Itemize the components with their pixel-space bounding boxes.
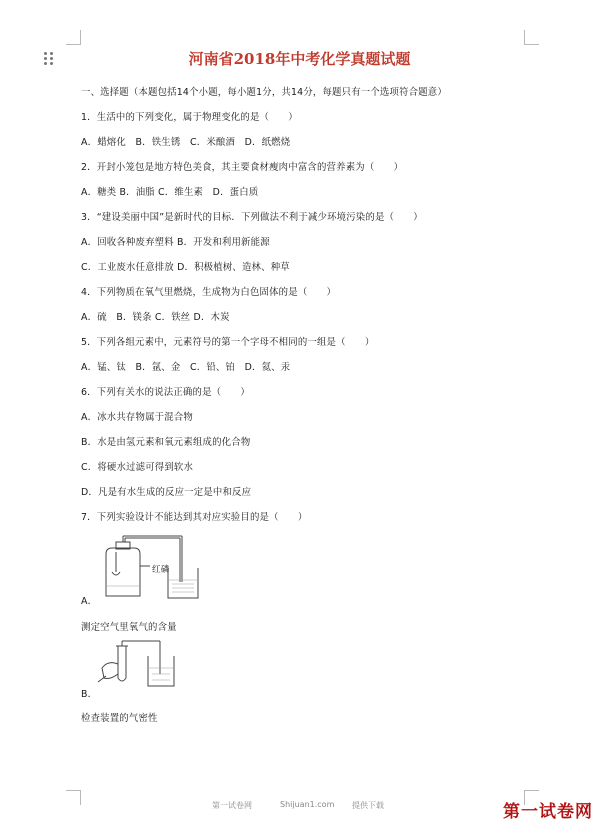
watermark-logo: 第一试卷网	[503, 802, 593, 822]
question-6: 6．下列有关水的说法正确的是（ ）	[81, 387, 250, 398]
question-6-option-a: A．冰水共存物属于混合物	[81, 412, 193, 423]
question-7-option-b-label: B．	[81, 689, 98, 700]
question-1: 1．生活中的下列变化，属于物理变化的是（ ）	[81, 112, 298, 123]
question-4: 4．下列物质在氧气里燃烧，生成物为白色固体的是（ ）	[81, 287, 337, 298]
question-3-options-ab: A．回收各种废弃塑料 B．开发和利用新能源	[81, 237, 270, 248]
question-7-option-b-caption: 检查装置的气密性	[81, 713, 158, 724]
question-2: 2．开封小笼包是地方特色美食，其主要食材瘦肉中富含的营养素为（ ）	[81, 162, 404, 173]
figure-b-apparatus	[96, 638, 182, 690]
question-2-options: A．糖类 B．油脂 C．维生素 D．蛋白质	[81, 187, 259, 198]
question-3-options-cd: C．工业废水任意排放 D．积极植树、造林、种草	[81, 262, 290, 273]
question-6-option-c: C．将硬水过滤可得到软水	[81, 462, 194, 473]
question-7: 7．下列实验设计不能达到其对应实验目的是（ ）	[81, 512, 308, 523]
document-title: 河南省2018年中考化学真题试题	[188, 50, 411, 68]
question-1-options: A．蜡熔化 B．铁生锈 C．米酿酒 D．纸燃烧	[81, 137, 291, 148]
margin-corner-top-left	[66, 30, 81, 45]
figure-a-label: 红磷	[152, 565, 170, 575]
question-3: 3．“建设美丽中国”是新时代的目标．下列做法不利于减少环境污染的是（ ）	[81, 212, 423, 223]
question-6-option-d: D．凡是有水生成的反应一定是中和反应	[81, 487, 252, 498]
margin-corner-top-right	[524, 30, 539, 45]
footer-site-url[interactable]: Shijuan1.com	[280, 800, 335, 809]
footer-download-text: 提供下载	[352, 801, 384, 810]
footer-site-name: 第一试卷网	[212, 801, 252, 810]
question-7-option-a-label: A．	[81, 596, 98, 607]
question-4-options: A．硫 B．镁条 C．铁丝 D．木炭	[81, 312, 230, 323]
section-heading: 一、选择题（本题包括14个小题，每小题1分，共14分，每题只有一个选项符合题意）	[81, 87, 447, 98]
question-5: 5．下列各组元素中，元素符号的第一个字母不相同的一组是（ ）	[81, 337, 375, 348]
margin-corner-bottom-left	[66, 790, 81, 805]
question-7-option-a-caption: 测定空气里氧气的含量	[81, 622, 177, 633]
question-6-option-b: B．水是由氢元素和氧元素组成的化合物	[81, 437, 251, 448]
question-5-options: A．锰、钛 B．氩、金 C．铅、铂 D．氦、汞	[81, 362, 291, 373]
